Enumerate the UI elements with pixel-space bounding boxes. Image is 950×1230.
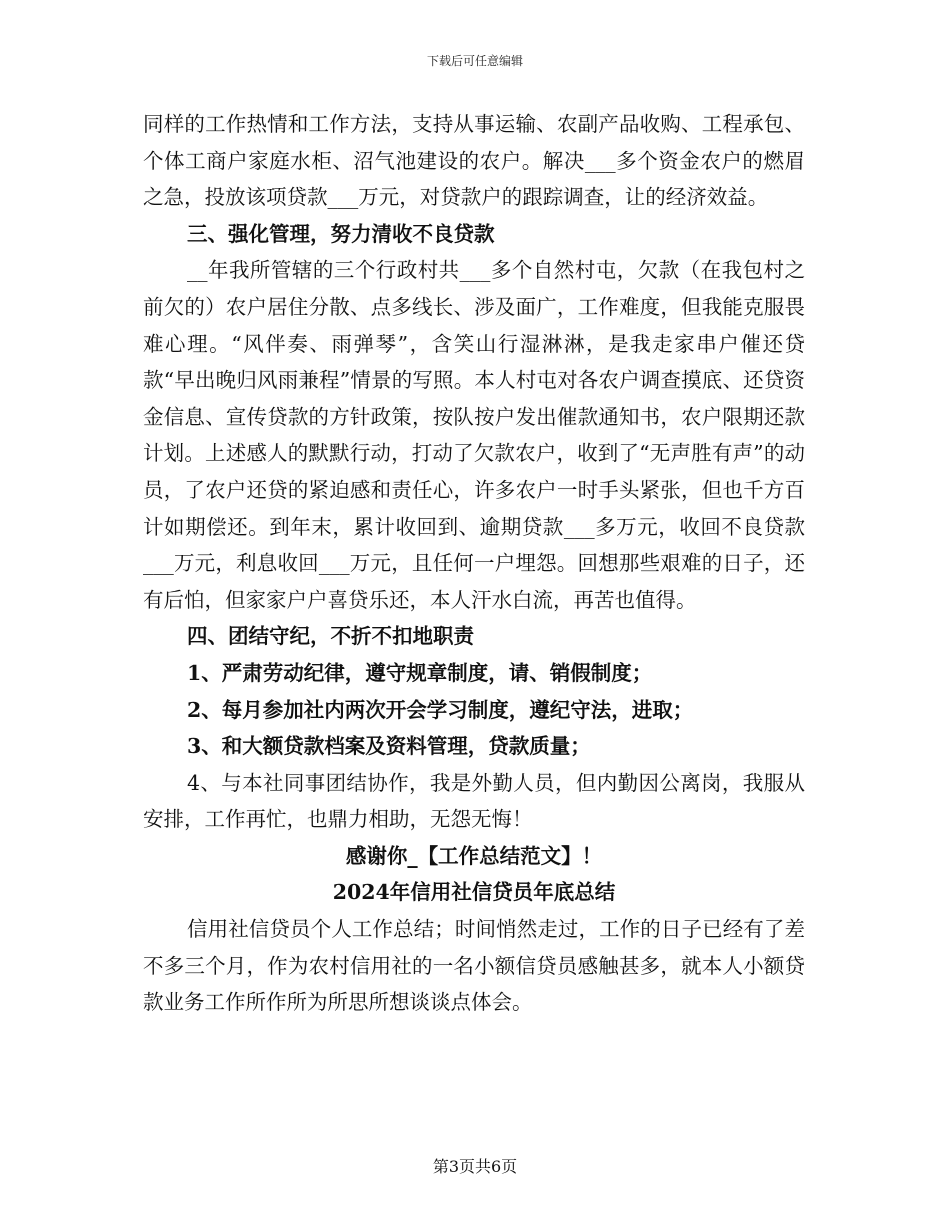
list-item-4: 4、与本社同事团结协作，我是外勤人员，但内勤因公离岗，我服从安排，工作再忙，也鼎力相助，无怨无悔！ [143,770,805,832]
list-item-3: 3、和大额贷款档案及资料管理，贷款质量； [187,734,591,759]
thanks-line: 感谢你_【工作总结范文】！ [345,843,603,868]
document-body [143,106,805,1021]
list-item-1: 1、严肃劳动纪律，遵守规章制度，请、销假制度； [187,660,653,685]
paragraph-2: __年我所管辖的三个行政村共___多个自然村屯，欠款（在我包村之前欠的）农户居住分散、点多线长、涉及面广，工作难度，但我能克服畏难心理。“风伴奏、雨弹琴”，含笑山行湿淋淋，是我走家串户催还贷款“早出晚归风雨兼程”情景的写照。本人村屯对各农户调查摸底、还贷资金信息、宣传贷款的方针政策，按队按户发出催款通知书，农户限期还款计划。上述感人的默默行动，打动了欠款农户，收到了“无声胜有声”的动员，了农户还贷的紧迫感和责任心，许多农户一时手头紧张，但也千方百计如期偿还。到年末，累计收回到、逾期贷款___多万元，收回不良贷款___万元，利息收回___万元，且任何一户埋怨。回想那些艰难的日子，还有后怕，但家家户户喜贷乐还，本人汗水白流，再苦也值得。 [143,258,805,612]
page-header: 下载后可任意编辑 [426,54,523,68]
section-heading-4: 四、团结守纪，不折不扣地职责 [187,624,474,649]
list-item-2: 2、每月参加社内两次开会学习制度，遵纪守法，进取； [187,697,694,722]
paragraph-3: 信用社信贷员个人工作总结；时间悄然走过，工作的日子已经有了差不多三个月，作为农村信用社的一名小额信贷员感触甚多，就本人小额贷款业务工作所作所为所思所想谈谈点体会。 [143,917,805,1015]
page-number: 第3页共6页 [432,1157,518,1176]
paragraph-1: 同样的工作热情和工作方法，支持从事运输、农副产品收购、工程承包、个体工商户家庭水柜、沼气池建设的农户。解决___多个资金农户的燃眉之急，投放该项贷款___万元，对贷款户的跟踪调查，让的经济效益。 [143,112,805,210]
document-title: 2024年信用社信贷员年底总结 [332,880,616,905]
section-heading-3: 三、强化管理，努力清收不良贷款 [187,221,495,246]
